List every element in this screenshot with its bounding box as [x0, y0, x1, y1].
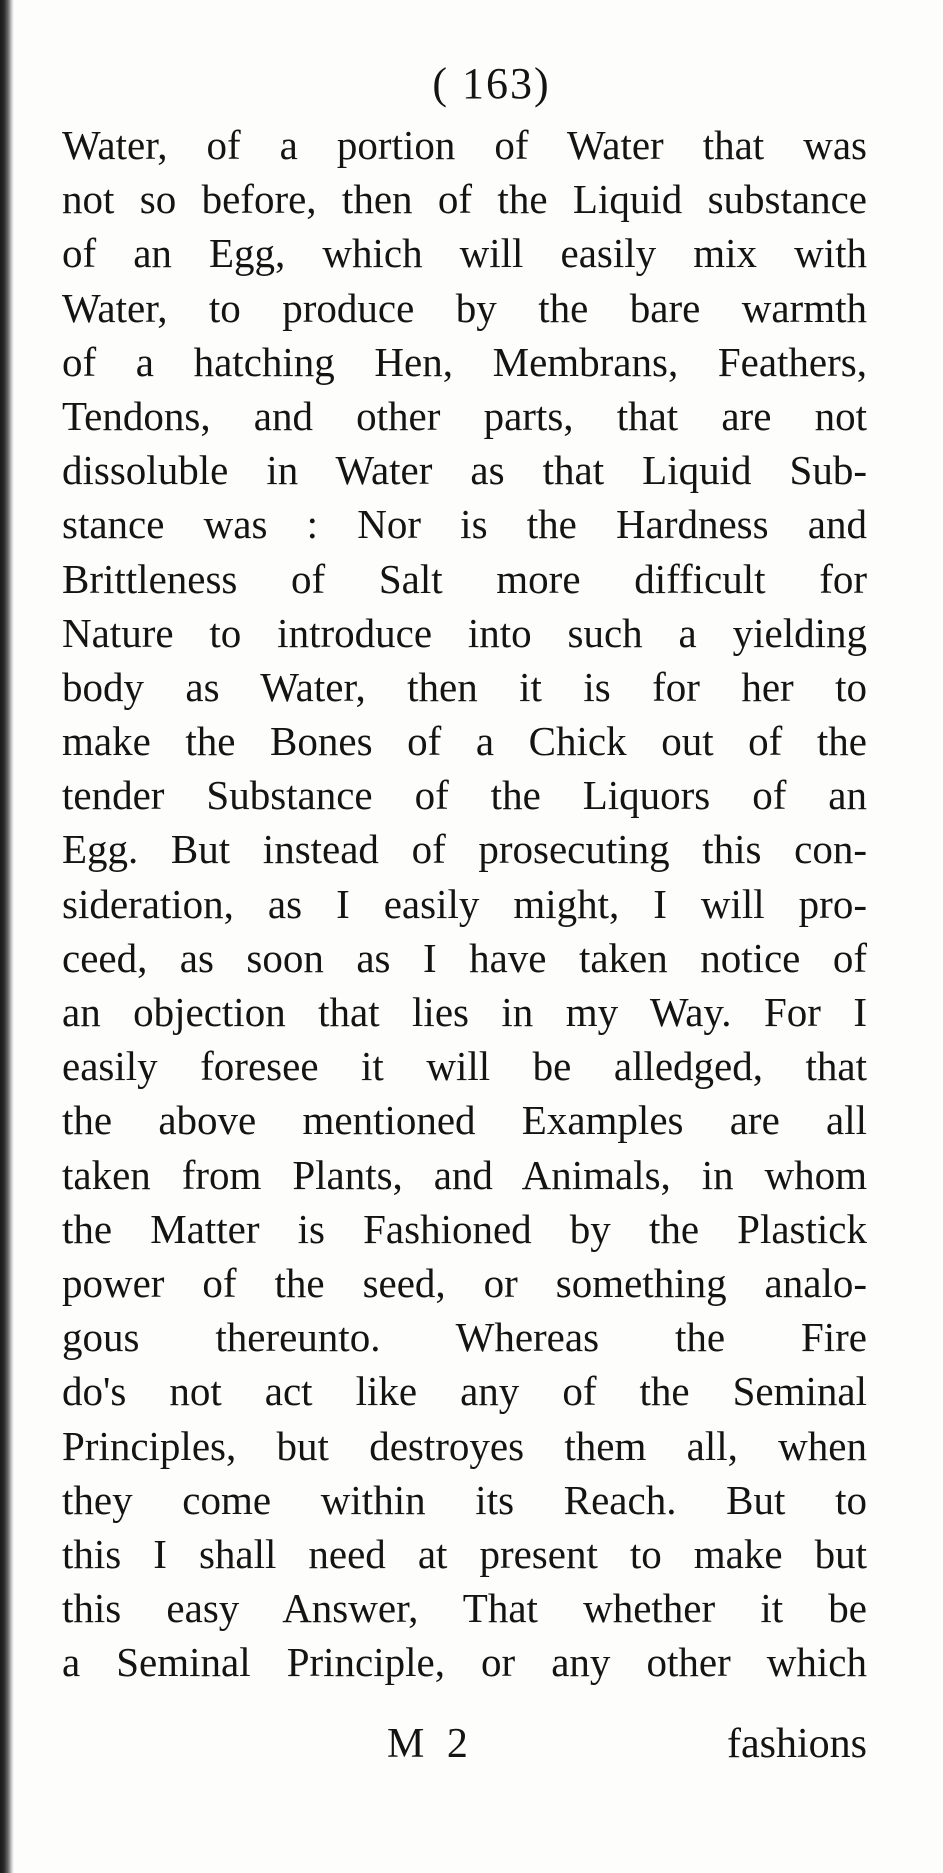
text-line: power of the seed, or something analo- [62, 1259, 867, 1306]
text-line: body as Water, then it is for her to [62, 663, 867, 710]
text-line: the above mentioned Examples are all [62, 1097, 867, 1144]
page-footer [62, 1720, 867, 1780]
signature-mark: M 2 [387, 1721, 474, 1767]
text-line: tender Substance of the Liquors of an [62, 772, 867, 819]
text-line: not so before, then of the Liquid substance [62, 176, 867, 223]
text-line: Tendons, and other parts, that are not [62, 392, 867, 439]
text-line: of an Egg, which will easily mix with [62, 230, 867, 277]
text-line: ceed, as soon as I have taken notice of [62, 934, 867, 981]
text-line: do's not act like any of the Seminal [62, 1368, 867, 1415]
text-line: easily foresee it will be alledged, that [62, 1043, 867, 1090]
text-line: sideration, as I easily might, I will pro- [62, 880, 867, 927]
text-line: they come within its Reach. But to [62, 1476, 867, 1523]
page-binding-edge [0, 0, 14, 1873]
text-line: an objection that lies in my Way. For I [62, 989, 867, 1035]
text-line: dissoluble in Water as that Liquid Sub- [62, 447, 867, 494]
text-line: Egg. But instead of prosecuting this con- [62, 826, 867, 873]
text-line: make the Bones of a Chick out of the [62, 718, 867, 765]
text-line: taken from Plants, and Animals, in whom [62, 1151, 867, 1198]
text-line: stance was : Nor is the Hardness and [62, 501, 867, 548]
text-line: a Seminal Principle, or any other which [62, 1639, 867, 1686]
text-line: Brittleness of Salt more difficult for [62, 555, 867, 602]
text-line: the Matter is Fashioned by the Plastick [62, 1205, 867, 1252]
text-line: of a hatching Hen, Membrans, Feathers, [62, 338, 867, 385]
text-line: gous thereunto. Whereas the Fire [62, 1314, 867, 1361]
catchword: fashions [727, 1721, 867, 1767]
text-line: Water, of a portion of Water that was [62, 122, 867, 168]
text-line: Principles, but destroyes them all, when [62, 1422, 867, 1469]
text-line: this I shall need at present to make but [62, 1530, 867, 1577]
text-line: Water, to produce by the bare warmth [62, 284, 867, 331]
text-line: this easy Answer, That whether it be [62, 1585, 867, 1632]
page-number: ( 163) [432, 59, 551, 108]
text-line: Nature to introduce into such a yielding [62, 609, 867, 656]
body-text [62, 118, 867, 1689]
